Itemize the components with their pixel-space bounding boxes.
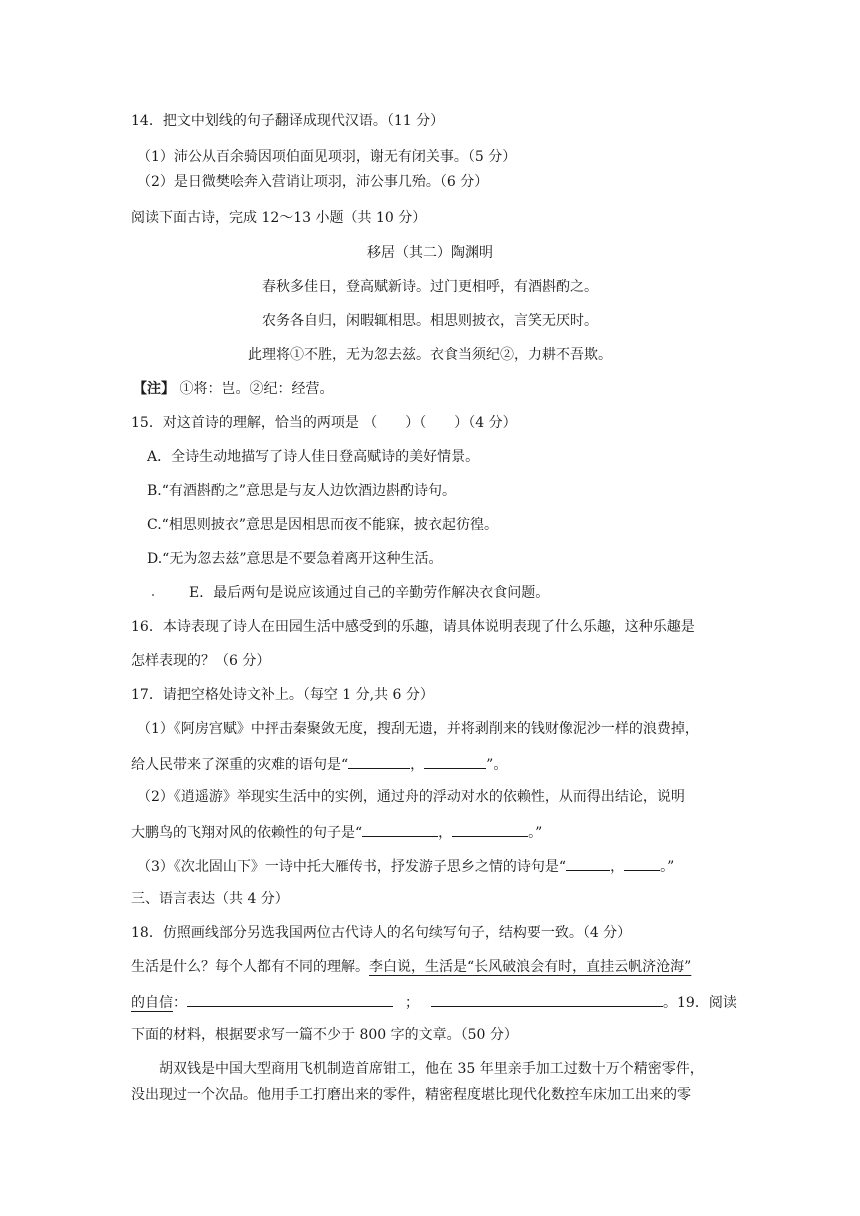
answer-blank[interactable]	[187, 991, 393, 1007]
question-17-item-2-text: 大鹏鸟的飞翔对风的依赖性的句子是“	[131, 825, 363, 841]
poem-intro: 阅读下面古诗，完成 12～13 小题（共 10 分）	[131, 210, 427, 226]
poem-title: 移居（其二）陶渊明	[367, 245, 493, 261]
note-text: ①将：岂。②纪：经营。	[175, 381, 334, 397]
question-17-item-3-end: 。”	[660, 859, 675, 875]
note-label: 【注】	[133, 381, 175, 397]
question-17-item-1-sep: ，	[410, 757, 425, 773]
poem-line-2: 农务各自归，闲暇辄相思。相思则披衣，言笑无厌时。	[262, 313, 598, 329]
question-14-title: 14．把文中划线的句子翻译成现代汉语。（11 分）	[131, 113, 445, 129]
question-17-item-2-end: 。”	[528, 825, 543, 841]
question-17-item-2-line-2	[131, 821, 542, 843]
question-15-option-b: B.“有酒斟酌之”意思是与友人边饮酒边斟酌诗句。	[147, 483, 457, 499]
question-18-plain: 生活是什么？每个人都有不同的理解。	[131, 959, 369, 975]
question-17-item-1-line-1: （1）《阿房宫赋》中抨击秦聚敛无度，搜刮无遗，并将剥削来的钱财像泥沙一样的浪费掉，	[137, 721, 699, 737]
answer-blank[interactable]	[431, 991, 663, 1007]
answer-blank[interactable]	[424, 753, 486, 769]
question-15-title: 15．对这首诗的理解，恰当的两项是 （ ）（ ）（4 分）	[131, 415, 517, 431]
question-17-item-2-sep: ，	[438, 825, 453, 841]
question-15-option-e: E．最后两句是说应该通过自己的辛勤劳作解决衣食问题。	[189, 585, 550, 601]
question-15-option-a: A．全诗生动地描写了诗人佳日登高赋诗的美好情景。	[147, 449, 480, 465]
question-19-line-1: 下面的材料，根据要求写一篇不少于 800 字的文章。（50 分）	[131, 1027, 518, 1043]
question-17-item-3-sep: ，	[610, 859, 625, 875]
question-18-underlined-1: 李白说，生活是“长风破浪会有时，直挂云帆济沧海”	[369, 959, 692, 975]
answer-blank[interactable]	[452, 821, 528, 837]
question-18-underlined-2: 的自信	[131, 995, 173, 1011]
answer-blank[interactable]	[566, 855, 610, 871]
passage-line-2: 没出现过一个次品。他用手工打磨出来的零件，精密程度堪比现代化数控车床加工出来的零	[131, 1087, 691, 1103]
passage-line-1: 胡双钱是中国大型商用飞机制造首席钳工，他在 35 年里亲手加工过数十万个精密零件，	[159, 1061, 704, 1077]
answer-blank[interactable]	[362, 821, 438, 837]
poem-note	[133, 379, 333, 399]
question-18-colon: ：	[173, 995, 187, 1011]
question-15-option-d: D.“无为忽去兹”意思是不要急着离开这种生活。	[147, 551, 443, 567]
question-17-item-2-line-1: （2）《逍遥游》举现实生活中的实例，通过舟的浮动对水的依赖性，从而得出结论，说明	[137, 789, 685, 805]
question-17-item-1-end: ”。	[486, 757, 508, 773]
question-18-semicolon: ；	[405, 995, 419, 1011]
question-18-line-1	[131, 957, 691, 977]
question-17-item-3-text: （3）《次北固山下》一诗中托大雁传书，抒发游子思乡之情的诗句是“	[137, 859, 567, 875]
question-18-tail: 。19．阅读	[663, 995, 737, 1011]
question-17-item-1-text: 给人民带来了深重的灾难的语句是“	[131, 757, 349, 773]
question-17-item-1-line-2	[131, 753, 507, 775]
stray-dot	[152, 594, 154, 596]
question-16-line-1: 16．本诗表现了诗人在田园生活中感受到的乐趣，请具体说明表现了什么乐趣，这种乐趣是	[131, 619, 695, 635]
question-18-line-2	[131, 991, 737, 1013]
answer-blank[interactable]	[348, 753, 410, 769]
answer-blank[interactable]	[624, 855, 660, 871]
question-17-item-3	[137, 855, 674, 877]
section-3-heading: 三、语言表达（共 4 分）	[131, 891, 289, 907]
question-16-line-2: 怎样表现的？（6 分）	[131, 653, 271, 669]
question-14-item-1: （1）沛公从百余骑因项伯面见项羽，谢无有闭关事。（5 分）	[137, 149, 517, 165]
question-17-title: 17．请把空格处诗文补上。（每空 1 分,共 6 分）	[131, 687, 434, 703]
poem-line-1: 春秋多佳日，登高赋新诗。过门更相呼，有酒斟酌之。	[262, 279, 598, 295]
question-15-option-c: C.“相思则披衣”意思是因相思而夜不能寐，披衣起彷徨。	[147, 517, 498, 533]
poem-line-3: 此理将①不胜，无为忽去兹。衣食当须纪②，力耕不吾欺。	[248, 347, 612, 363]
question-18-title: 18．仿照画线部分另选我国两位古代诗人的名句续写句子，结构要一致。（4 分）	[131, 925, 632, 941]
question-14-item-2: （2）是日微樊哙奔入营诮让项羽，沛公事几殆。（6 分）	[137, 174, 489, 190]
